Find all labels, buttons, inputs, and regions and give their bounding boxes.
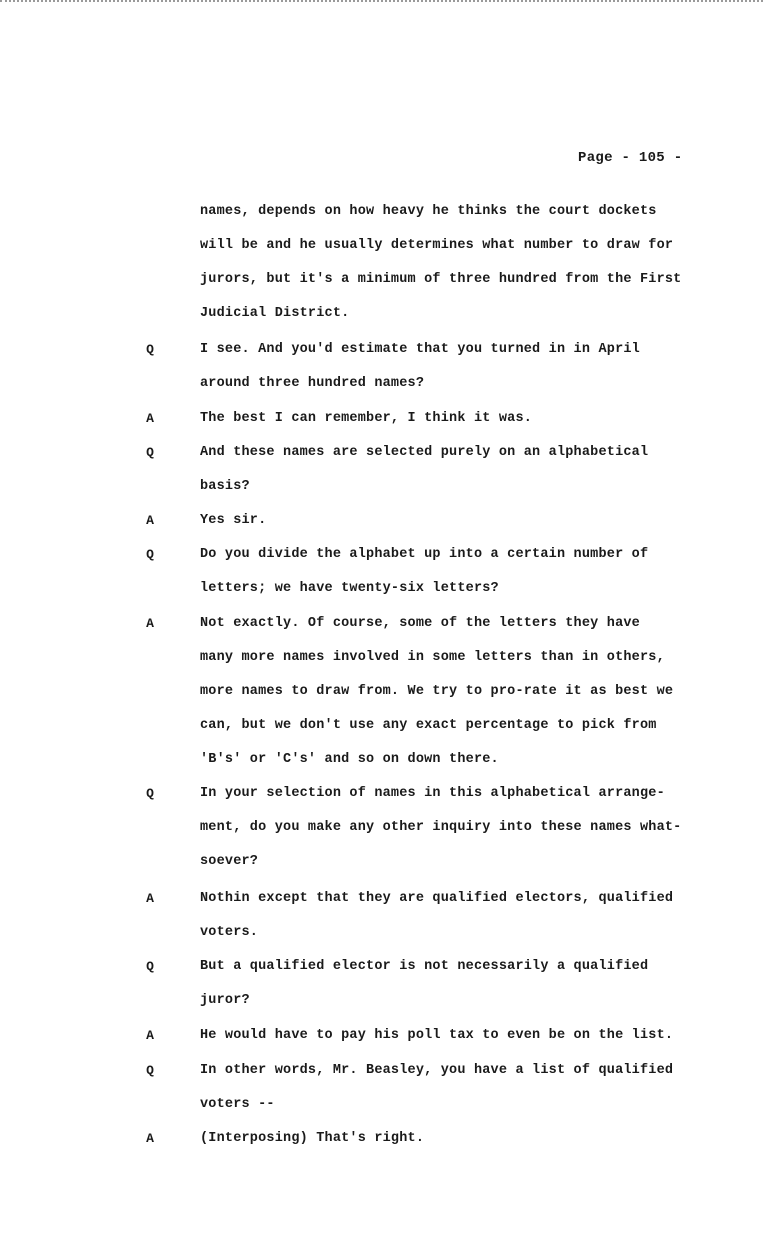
speaker-label: A bbox=[146, 411, 154, 426]
transcript-line: And these names are selected purely on an alphabetical bbox=[200, 445, 649, 460]
transcript-line: letters; we have twenty-six letters? bbox=[200, 581, 499, 596]
transcript-line: juror? bbox=[200, 993, 250, 1008]
transcript-line: The best I can remember, I think it was. bbox=[200, 411, 533, 426]
speaker-label: A bbox=[146, 1028, 154, 1043]
speaker-label: Q bbox=[146, 342, 154, 357]
transcript-line: names, depends on how heavy he thinks the court dockets bbox=[200, 204, 657, 219]
transcript-line: (Interposing) That's right. bbox=[200, 1131, 425, 1146]
transcript-line: Yes sir. bbox=[200, 513, 267, 528]
transcript-line: 'B's' or 'C's' and so on down there. bbox=[200, 752, 499, 767]
transcript-line: Do you divide the alphabet up into a certain number of bbox=[200, 547, 649, 562]
transcript-line: ment, do you make any other inquiry into these names what- bbox=[200, 820, 682, 835]
speaker-label: Q bbox=[146, 959, 154, 974]
transcript-line: more names to draw from. We try to pro-rate it as best we bbox=[200, 684, 674, 699]
transcript-line: In other words, Mr. Beasley, you have a list of qualified bbox=[200, 1063, 674, 1078]
transcript-line: can, but we don't use any exact percentage to pick from bbox=[200, 718, 657, 733]
transcript-line: jurors, but it's a minimum of three hundred from the First bbox=[200, 272, 682, 287]
transcript-line: Judicial District. bbox=[200, 306, 350, 321]
transcript-line: soever? bbox=[200, 854, 259, 869]
transcript-line: voters. bbox=[200, 925, 259, 940]
speaker-label: A bbox=[146, 1131, 154, 1146]
scan-top-edge bbox=[0, 0, 763, 8]
transcript-line: Not exactly. Of course, some of the letters they have bbox=[200, 616, 640, 631]
speaker-label: A bbox=[146, 891, 154, 906]
transcript-line: will be and he usually determines what number to draw for bbox=[200, 238, 674, 253]
transcript-line: around three hundred names? bbox=[200, 376, 425, 391]
transcript-line: But a qualified elector is not necessarily a qualified bbox=[200, 959, 649, 974]
transcript-line: Nothin except that they are qualified electors, qualified bbox=[200, 891, 674, 906]
speaker-label: A bbox=[146, 513, 154, 528]
speaker-label: Q bbox=[146, 547, 154, 562]
speaker-label: Q bbox=[146, 1063, 154, 1078]
transcript-line: In your selection of names in this alphabetical arrange- bbox=[200, 786, 665, 801]
transcript-line: He would have to pay his poll tax to even be on the list. bbox=[200, 1028, 674, 1043]
transcript-line: basis? bbox=[200, 479, 250, 494]
speaker-label: Q bbox=[146, 786, 154, 801]
speaker-label: Q bbox=[146, 445, 154, 460]
transcript-line: I see. And you'd estimate that you turned in in April bbox=[200, 342, 640, 357]
page-number: Page - 105 - bbox=[578, 150, 683, 166]
speaker-label: A bbox=[146, 616, 154, 631]
transcript-line: voters -- bbox=[200, 1097, 275, 1112]
transcript-line: many more names involved in some letters than in others, bbox=[200, 650, 665, 665]
